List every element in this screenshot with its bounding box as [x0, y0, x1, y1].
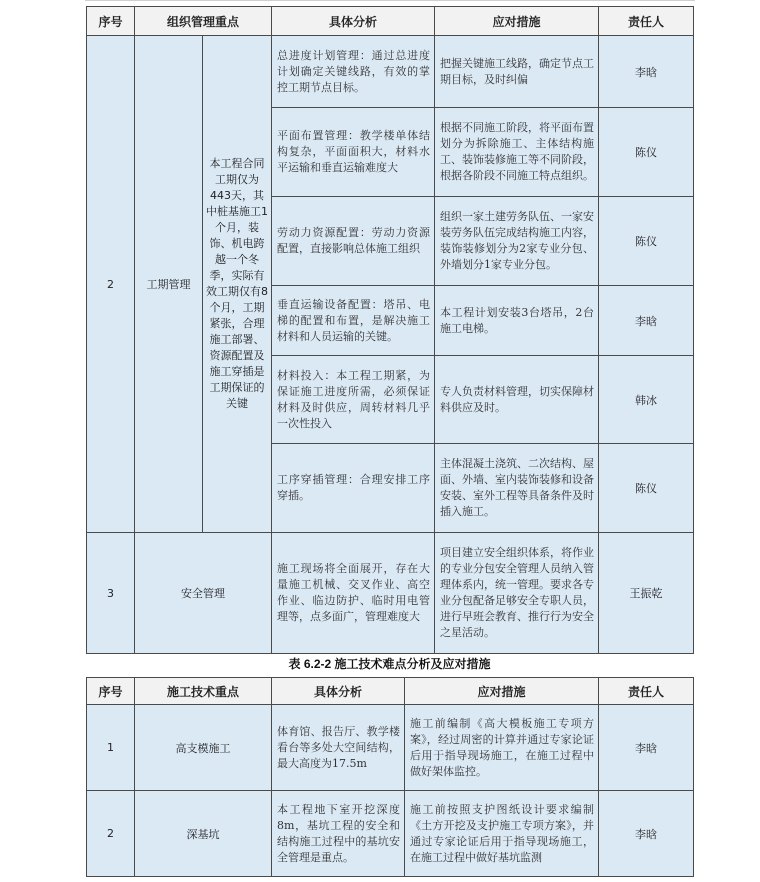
row-no: 3 [87, 533, 135, 654]
analysis-cell: 劳动力资源配置：劳动力资源配置，直接影响总体施工组织 [272, 197, 435, 286]
row-no: 2 [87, 791, 135, 877]
table-row [87, 791, 694, 877]
table-row [87, 705, 694, 791]
measure-cell: 专人负责材料管理，切实保障材料供应及时。 [435, 356, 599, 444]
person-cell: 陈仪 [599, 108, 694, 197]
table-header-row [87, 678, 694, 705]
row-focus: 深基坑 [135, 791, 272, 877]
analysis-cell: 平面布置管理：教学楼单体结构复杂，平面面积大，材料水平运输和垂直运输难度大 [272, 108, 435, 197]
table-caption: 表 6.2-2 施工技术难点分析及应对措施 [288, 657, 491, 671]
row-focus: 工期管理 [135, 36, 203, 533]
person-cell: 陈仪 [599, 197, 694, 286]
person-cell: 李晗 [599, 705, 694, 791]
person-cell: 李晗 [599, 791, 694, 877]
header-analysis: 具体分析 [272, 678, 405, 705]
measure-cell: 施工前按照支护图纸设计要求编制《土方开挖及支护施工专项方案》，并通过专家论证后用于指导现场施工，在施工过程中做好基坑监测 [405, 791, 599, 877]
row-focus: 安全管理 [135, 533, 272, 654]
measure-cell: 组织一家土建劳务队伍、一家安装劳务队伍完成结构施工内容，装饰装修划分为2家专业分包、外墙划分1家专业分包。 [435, 197, 599, 286]
row-no: 2 [87, 36, 135, 533]
header-analysis: 具体分析 [272, 7, 435, 36]
row-focus: 高支模施工 [135, 705, 272, 791]
header-no: 序号 [87, 678, 135, 705]
header-focus: 施工技术重点 [135, 678, 272, 705]
header-no: 序号 [87, 7, 135, 36]
analysis-cell: 总进度计划管理：通过总进度计划确定关键线路，有效的掌控工期节点目标。 [272, 36, 435, 108]
header-focus: 组织管理重点 [135, 7, 272, 36]
person-cell: 李晗 [599, 36, 694, 108]
table-header-row [87, 7, 694, 36]
table-row [87, 533, 694, 654]
measure-cell: 项目建立安全组织体系，将作业的专业分包安全管理人员纳入管理体系内，统一管理。要求各专业分包配备足够安全专职人员，进行早班会教育、推行行为安全之星活动。 [435, 533, 599, 654]
person-cell: 李晗 [599, 286, 694, 356]
measure-cell: 把握关键施工线路，确定节点工期目标，及时纠偏 [435, 36, 599, 108]
analysis-cell: 工序穿插管理：合理安排工序穿插。 [272, 444, 435, 533]
header-person: 责任人 [599, 7, 694, 36]
person-cell: 陈仪 [599, 444, 694, 533]
row-description: 本工程合同工期仅为443天，其中桩基施工1个月，装饰、机电跨越一个冬季，实际有效工期仅有8个月，工期紧张，合理施工部署、资源配置及施工穿插是工期保证的关键 [203, 36, 272, 533]
analysis-cell: 垂直运输设备配置：塔吊、电梯的配置和布置，是解决施工材料和人员运输的关键。 [272, 286, 435, 356]
measure-cell: 施工前编制《高大模板施工专项方案》，经过周密的计算并通过专家论证后用于指导现场施工，在施工过程中做好架体监控。 [405, 705, 599, 791]
analysis-cell: 材料投入：本工程工期紧，为保证施工进度所需，必须保证材料及时供应，周转材料几乎一次性投入 [272, 356, 435, 444]
person-cell: 王振乾 [599, 533, 694, 654]
tech-difficulty-table [86, 677, 694, 877]
header-person: 责任人 [599, 678, 694, 705]
person-cell: 韩冰 [599, 356, 694, 444]
analysis-cell: 施工现场将全面展开，存在大量施工机械、交叉作业、高空作业、临边防护、临时用电管理等，点多面广，管理难度大 [272, 533, 435, 654]
header-measure: 应对措施 [435, 7, 599, 36]
header-measure: 应对措施 [405, 678, 599, 705]
analysis-cell: 本工程地下室开挖深度8m，基坑工程的安全和结构施工过程中的基坑安全管理是重点。 [272, 791, 405, 877]
analysis-cell: 体育馆、报告厅、教学楼看台等多处大空间结构，最大高度为17.5m [272, 705, 405, 791]
measure-cell: 本工程计划安装3台塔吊，2台施工电梯。 [435, 286, 599, 356]
top-rule [85, 0, 695, 1]
table-row [87, 36, 694, 108]
org-management-table [86, 6, 694, 654]
measure-cell: 主体混凝土浇筑、二次结构、屋面、外墙、室内装饰装修和设备安装、室外工程等具备条件及时插入施工。 [435, 444, 599, 533]
measure-cell: 根据不同施工阶段，将平面布置划分为拆除施工、主体结构施工、装饰装修施工等不同阶段，根据各阶段不同施工特点组织。 [435, 108, 599, 197]
row-no: 1 [87, 705, 135, 791]
